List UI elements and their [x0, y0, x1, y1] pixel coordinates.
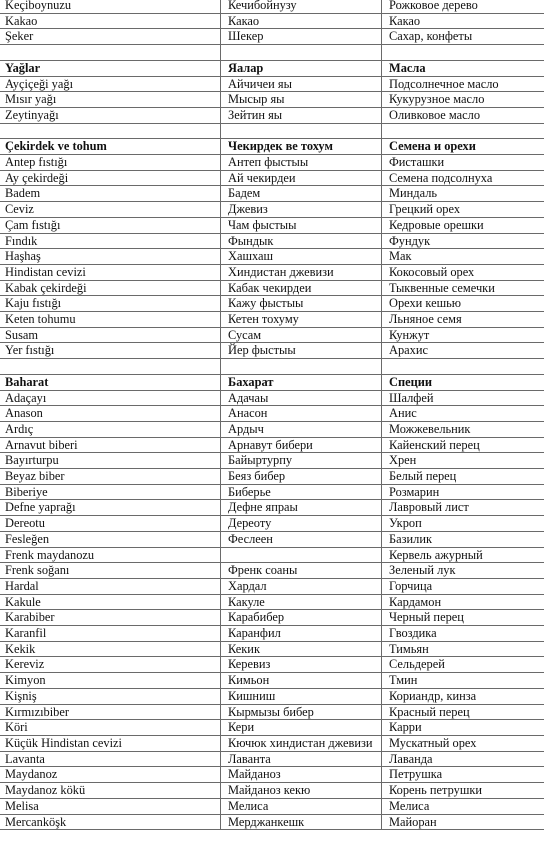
russian-cell: Подсолнечное масло	[382, 76, 544, 92]
transliteration-cell: Лаванта	[221, 751, 382, 767]
turkish-cell: Kırmızıbiber	[0, 704, 221, 720]
table-row	[0, 814, 544, 830]
transliteration-cell: Кери	[221, 720, 382, 736]
transliteration-cell: Какао	[221, 13, 382, 29]
transliteration-cell: Дереоту	[221, 516, 382, 532]
transliteration-cell: Мерджанкешк	[221, 814, 382, 830]
transliteration-cell: Кишниш	[221, 688, 382, 704]
transliteration-cell: Яалар	[221, 60, 382, 76]
table-row	[0, 688, 544, 704]
transliteration-cell: Айчичеи яы	[221, 76, 382, 92]
turkish-cell: Maydanoz kökü	[0, 783, 221, 799]
table-row	[0, 798, 544, 814]
table-row	[0, 453, 544, 469]
table-row	[0, 594, 544, 610]
table-row	[0, 626, 544, 642]
russian-cell: Горчица	[382, 578, 544, 594]
russian-cell: Базилик	[382, 531, 544, 547]
section-header-row	[0, 60, 544, 76]
turkish-cell: Arnavut biberi	[0, 437, 221, 453]
transliteration-cell: Кимьон	[221, 673, 382, 689]
russian-cell: Фисташки	[382, 155, 544, 171]
table-row	[0, 312, 544, 328]
turkish-cell: Kereviz	[0, 657, 221, 673]
russian-cell: Арахис	[382, 343, 544, 359]
table-row	[0, 406, 544, 422]
table-row	[0, 610, 544, 626]
turkish-cell: Ardıç	[0, 421, 221, 437]
transliteration-cell	[221, 547, 382, 563]
turkish-cell: Adaçayı	[0, 390, 221, 406]
transliteration-cell: Анасон	[221, 406, 382, 422]
table-row	[0, 296, 544, 312]
transliteration-cell: Джевиз	[221, 202, 382, 218]
table-row	[0, 704, 544, 720]
transliteration-cell: Биберье	[221, 484, 382, 500]
turkish-cell: Beyaz biber	[0, 469, 221, 485]
russian-cell	[382, 359, 544, 375]
table-row	[0, 783, 544, 799]
turkish-cell: Keten tohumu	[0, 312, 221, 328]
russian-cell: Кайенский перец	[382, 437, 544, 453]
turkish-cell	[0, 123, 221, 139]
table-row	[0, 531, 544, 547]
transliteration-cell: Каранфил	[221, 626, 382, 642]
turkish-cell: Frenk soğanı	[0, 563, 221, 579]
russian-cell: Какао	[382, 13, 544, 29]
turkish-cell: Kaju fıstığı	[0, 296, 221, 312]
russian-cell: Лавровый лист	[382, 500, 544, 516]
russian-cell	[382, 123, 544, 139]
russian-cell: Петрушка	[382, 767, 544, 783]
russian-cell: Орехи кешью	[382, 296, 544, 312]
section-header-row	[0, 374, 544, 390]
transliteration-cell: Керевиз	[221, 657, 382, 673]
table-row	[0, 720, 544, 736]
russian-cell: Хрен	[382, 453, 544, 469]
russian-cell: Льняное семя	[382, 312, 544, 328]
turkish-cell: Mısır yağı	[0, 92, 221, 108]
turkish-cell: Haşhaş	[0, 249, 221, 265]
turkish-cell: Ayçiçeği yağı	[0, 76, 221, 92]
turkish-cell: Susam	[0, 327, 221, 343]
transliteration-cell: Бахарат	[221, 374, 382, 390]
transliteration-cell: Кабак чекирдеи	[221, 280, 382, 296]
turkish-cell: Kişniş	[0, 688, 221, 704]
transliteration-cell: Хашхаш	[221, 249, 382, 265]
turkish-cell: Çam fıstığı	[0, 217, 221, 233]
transliteration-cell: Кажу фыстыы	[221, 296, 382, 312]
table-row	[0, 202, 544, 218]
turkish-cell	[0, 45, 221, 61]
turkish-cell: Hindistan cevizi	[0, 264, 221, 280]
transliteration-cell: Френк соаны	[221, 563, 382, 579]
transliteration-cell: Кырмызы бибер	[221, 704, 382, 720]
table-row	[0, 249, 544, 265]
table-row	[0, 29, 544, 45]
russian-cell: Масла	[382, 60, 544, 76]
turkish-cell: Fındık	[0, 233, 221, 249]
russian-cell: Рожковое дерево	[382, 0, 544, 13]
table-row	[0, 736, 544, 752]
russian-cell: Кунжут	[382, 327, 544, 343]
turkish-cell: Melisa	[0, 798, 221, 814]
russian-cell: Розмарин	[382, 484, 544, 500]
transliteration-cell: Чекирдек ве тохум	[221, 139, 382, 155]
table-row	[0, 155, 544, 171]
russian-cell: Оливковое масло	[382, 107, 544, 123]
russian-cell: Тмин	[382, 673, 544, 689]
transliteration-cell: Хиндистан джевизи	[221, 264, 382, 280]
table-row	[0, 217, 544, 233]
table-row	[0, 92, 544, 108]
russian-cell: Семена и орехи	[382, 139, 544, 155]
transliteration-cell: Бадем	[221, 186, 382, 202]
table-row	[0, 469, 544, 485]
russian-cell: Кокосовый орех	[382, 264, 544, 280]
transliteration-cell: Шекер	[221, 29, 382, 45]
turkish-cell: Zeytinyağı	[0, 107, 221, 123]
transliteration-cell: Йер фыстыы	[221, 343, 382, 359]
russian-cell: Анис	[382, 406, 544, 422]
table-row	[0, 421, 544, 437]
russian-cell: Корень петрушки	[382, 783, 544, 799]
transliteration-cell: Феслеен	[221, 531, 382, 547]
turkish-cell: Kimyon	[0, 673, 221, 689]
transliteration-cell: Ай чекирдеи	[221, 170, 382, 186]
transliteration-cell: Байыртурпу	[221, 453, 382, 469]
russian-cell: Мак	[382, 249, 544, 265]
turkish-cell	[0, 359, 221, 375]
section-header-row	[0, 139, 544, 155]
table-row	[0, 751, 544, 767]
russian-cell: Белый перец	[382, 469, 544, 485]
turkish-cell: Kekik	[0, 641, 221, 657]
turkish-cell: Şeker	[0, 29, 221, 45]
turkish-cell: Kakule	[0, 594, 221, 610]
russian-cell: Красный перец	[382, 704, 544, 720]
turkish-cell: Dereotu	[0, 516, 221, 532]
table-row	[0, 641, 544, 657]
turkish-cell: Kakao	[0, 13, 221, 29]
transliteration-cell: Чам фыстыы	[221, 217, 382, 233]
russian-cell: Сахар, конфеты	[382, 29, 544, 45]
transliteration-cell: Майданоз	[221, 767, 382, 783]
russian-cell: Кукурузное масло	[382, 92, 544, 108]
transliteration-cell: Кетен тохуму	[221, 312, 382, 328]
table-row	[0, 13, 544, 29]
table-row	[0, 107, 544, 123]
russian-cell: Лаванда	[382, 751, 544, 767]
turkish-cell: Biberiye	[0, 484, 221, 500]
table-row	[0, 170, 544, 186]
table-row	[0, 280, 544, 296]
russian-cell	[382, 45, 544, 61]
russian-cell: Мелиса	[382, 798, 544, 814]
turkish-cell: Ay çekirdeği	[0, 170, 221, 186]
russian-cell: Специи	[382, 374, 544, 390]
transliteration-cell: Зейтин яы	[221, 107, 382, 123]
russian-cell: Укроп	[382, 516, 544, 532]
russian-cell: Майоран	[382, 814, 544, 830]
turkish-cell: Baharat	[0, 374, 221, 390]
table-row	[0, 327, 544, 343]
blank-row	[0, 359, 544, 375]
russian-cell: Фундук	[382, 233, 544, 249]
turkish-cell: Yağlar	[0, 60, 221, 76]
transliteration-cell: Кечибойнузу	[221, 0, 382, 13]
turkish-cell: Keçiboynuzu	[0, 0, 221, 13]
table-row	[0, 547, 544, 563]
blank-row	[0, 123, 544, 139]
transliteration-cell: Кекик	[221, 641, 382, 657]
turkish-cell: Fesleğen	[0, 531, 221, 547]
transliteration-cell: Арнавут бибери	[221, 437, 382, 453]
table-row	[0, 390, 544, 406]
turkish-cell: Hardal	[0, 578, 221, 594]
transliteration-cell: Фындык	[221, 233, 382, 249]
table-row	[0, 578, 544, 594]
transliteration-cell	[221, 123, 382, 139]
russian-cell: Черный перец	[382, 610, 544, 626]
turkish-cell: Küçük Hindistan cevizi	[0, 736, 221, 752]
transliteration-cell: Хардал	[221, 578, 382, 594]
turkish-cell: Karanfil	[0, 626, 221, 642]
turkish-cell: Frenk maydanozu	[0, 547, 221, 563]
russian-cell: Можжевельник	[382, 421, 544, 437]
russian-cell: Зеленый лук	[382, 563, 544, 579]
table-row	[0, 673, 544, 689]
russian-cell: Грецкий орех	[382, 202, 544, 218]
table-row	[0, 0, 544, 13]
turkish-cell: Kabak çekirdeği	[0, 280, 221, 296]
table-row	[0, 233, 544, 249]
turkish-cell: Karabiber	[0, 610, 221, 626]
table-row	[0, 343, 544, 359]
table-row	[0, 767, 544, 783]
russian-cell: Карри	[382, 720, 544, 736]
russian-cell: Кедровые орешки	[382, 217, 544, 233]
russian-cell: Кориандр, кинза	[382, 688, 544, 704]
table-row	[0, 657, 544, 673]
russian-cell: Мускатный орех	[382, 736, 544, 752]
table-row	[0, 186, 544, 202]
turkish-cell: Antep fıstığı	[0, 155, 221, 171]
turkish-cell: Ceviz	[0, 202, 221, 218]
transliteration-cell: Мелиса	[221, 798, 382, 814]
transliteration-cell	[221, 359, 382, 375]
turkish-cell: Köri	[0, 720, 221, 736]
russian-cell: Тыквенные семечки	[382, 280, 544, 296]
russian-cell: Миндаль	[382, 186, 544, 202]
blank-row	[0, 45, 544, 61]
transliteration-cell: Беяз бибер	[221, 469, 382, 485]
turkish-cell: Defne yaprağı	[0, 500, 221, 516]
turkish-cell: Yer fıstığı	[0, 343, 221, 359]
turkish-cell: Anason	[0, 406, 221, 422]
table-row	[0, 563, 544, 579]
transliteration-cell: Майданоз кекю	[221, 783, 382, 799]
transliteration-cell: Какуле	[221, 594, 382, 610]
transliteration-cell: Кючюк хиндистан джевизи	[221, 736, 382, 752]
turkish-cell: Lavanta	[0, 751, 221, 767]
russian-cell: Кардамон	[382, 594, 544, 610]
transliteration-cell: Дефне япраы	[221, 500, 382, 516]
transliteration-cell: Карабибер	[221, 610, 382, 626]
turkish-cell: Mercanköşk	[0, 814, 221, 830]
russian-cell: Кервель ажурный	[382, 547, 544, 563]
table-row	[0, 484, 544, 500]
table-row	[0, 516, 544, 532]
turkish-cell: Çekirdek ve tohum	[0, 139, 221, 155]
transliteration-cell: Сусам	[221, 327, 382, 343]
transliteration-cell: Ардыч	[221, 421, 382, 437]
table-row	[0, 437, 544, 453]
russian-cell: Шалфей	[382, 390, 544, 406]
transliteration-cell: Антеп фыстыы	[221, 155, 382, 171]
russian-cell: Сельдерей	[382, 657, 544, 673]
turkish-cell: Bayırturpu	[0, 453, 221, 469]
transliteration-cell: Адачаы	[221, 390, 382, 406]
russian-cell: Семена подсолнуха	[382, 170, 544, 186]
transliteration-cell	[221, 45, 382, 61]
table-row	[0, 500, 544, 516]
table-row	[0, 264, 544, 280]
table-row	[0, 76, 544, 92]
turkish-cell: Maydanoz	[0, 767, 221, 783]
turkish-cell: Badem	[0, 186, 221, 202]
russian-cell: Тимьян	[382, 641, 544, 657]
transliteration-cell: Мысыр яы	[221, 92, 382, 108]
russian-cell: Гвоздика	[382, 626, 544, 642]
